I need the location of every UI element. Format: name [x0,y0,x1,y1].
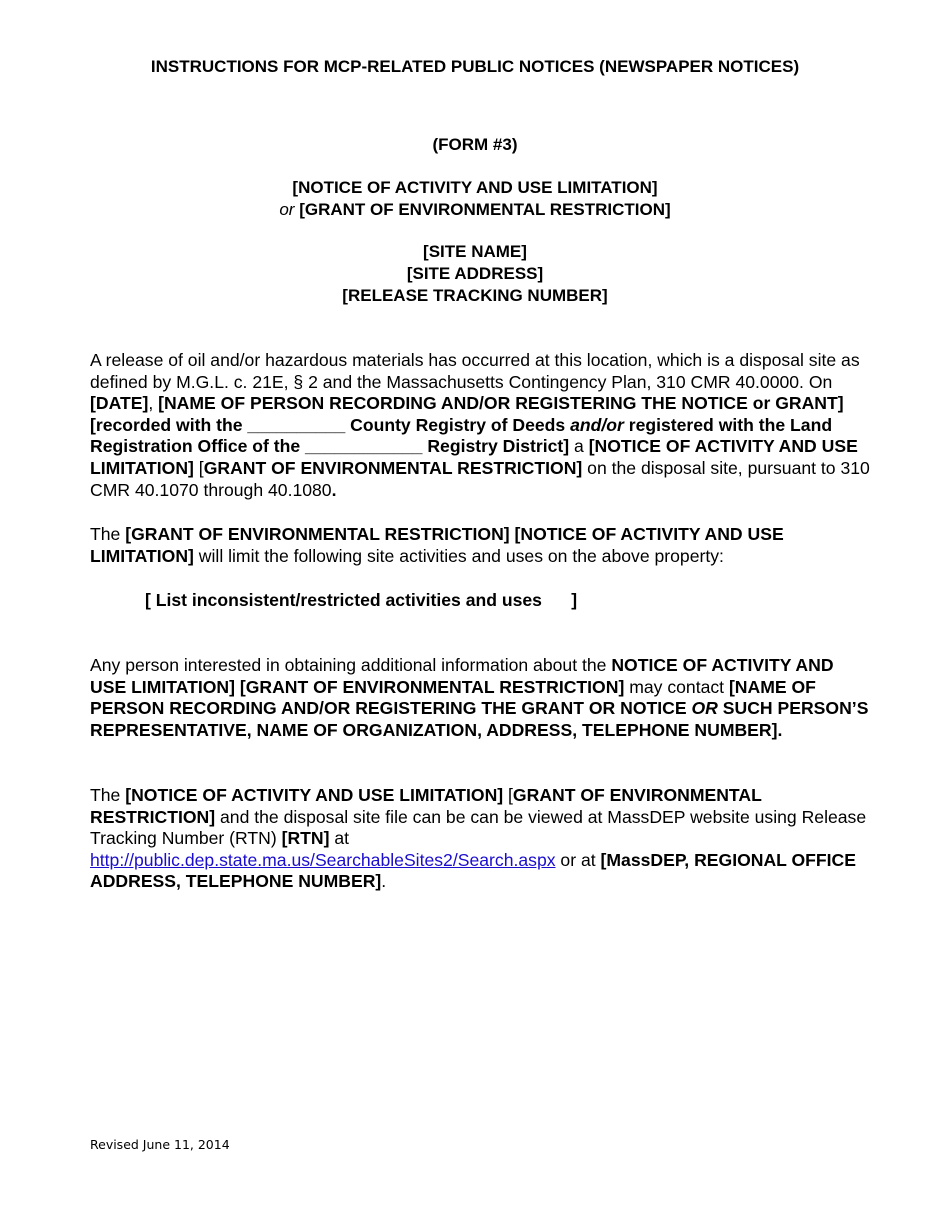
notice-type-or: or [279,200,295,219]
release-period: . [331,479,337,500]
contact-text-2: may contact [624,676,729,697]
limitation-text-1: The [90,524,126,544]
and-or-text: and/or [570,414,624,435]
massdep-search-link[interactable]: http://public.dep.state.ma.us/SearchableSites2/Search.aspx [90,849,556,870]
viewing-period: . [381,871,387,892]
viewing-paragraph [90,785,870,893]
contact-paragraph [90,655,870,741]
limitation-paragraph [90,524,870,567]
document-title: INSTRUCTIONS FOR MCP-RELATED PUBLIC NOTICES (NEWSPAPER NOTICES) [150,57,800,76]
viewing-grant-placeholder: GRANT OF ENVIRONMENTAL RESTRICTION] [90,785,762,827]
date-placeholder: [DATE] [90,393,149,414]
release-paragraph [90,350,870,501]
restricted-activities-placeholder: [ List inconsistent/restricted activities and uses ] [145,590,578,610]
notice-type-line2 [0,199,950,221]
site-info-heading [0,241,950,307]
contact-representative-placeholder: SUCH PERSON’S REPRESENTATIVE, NAME OF ORGANIZATION, ADDRESS, TELEPHONE NUMBER]. [90,698,869,740]
contact-or-text: OR [691,698,718,719]
site-name: [SITE NAME] [423,242,527,261]
viewing-aul-placeholder: [NOTICE OF ACTIVITY AND USE LIMITATION] [125,785,504,805]
aul-placeholder: [NOTICE OF ACTIVITY AND USE LIMITATION] [90,436,858,478]
registry-placeholder: registered with the Land Registration Office of the ____________ Registry District] [90,414,833,457]
limitation-text-2: will limit the following site activities and uses on the above property: [193,545,724,566]
release-text-1: A release of oil and/or hazardous materials has occurred at this location, which is a disposal site as defined by M.G.L. c. 21E, § 2 and the Massachusetts Contingency Plan, 310 CMR 40.0000. On [90,350,860,392]
release-text-2: , [148,393,159,414]
notice-type-line1: [NOTICE OF ACTIVITY AND USE LIMITATION] [292,178,658,197]
regional-office-placeholder: [MassDEP, REGIONAL OFFICE ADDRESS, TELEPHONE NUMBER] [90,849,857,892]
release-text-3: a [569,436,589,457]
contact-text-1: Any person interested in obtaining additional information about the [90,655,612,675]
release-tracking-number: [RELEASE TRACKING NUMBER] [342,286,608,305]
rtn-placeholder: [RTN] [281,828,330,849]
release-text-4: [ [193,457,204,478]
release-text-5: on the disposal site, pursuant to 310 CMR 40.1070 through 40.1080 [90,457,870,500]
contact-notice-placeholder: NOTICE OF ACTIVITY AND USE LIMITATION] [GRANT OF ENVIRONMENTAL RESTRICTION] [90,655,834,697]
viewing-text-4: at [329,828,350,849]
viewing-text-2: [ [503,785,513,805]
limitation-placeholder: [GRANT OF ENVIRONMENTAL RESTRICTION] [NOTICE OF ACTIVITY AND USE LIMITATION] [90,524,784,566]
notice-type-heading [0,177,950,221]
recorder-placeholder: [NAME OF PERSON RECORDING AND/OR REGISTERING THE NOTICE or GRANT] [recorded with the __________ County Registry of Deeds [90,393,844,435]
viewing-text-1: The [90,785,126,805]
viewing-text-5: or at [555,849,601,870]
site-address: [SITE ADDRESS] [406,264,544,283]
notice-type-grant: [GRANT OF ENVIRONMENTAL RESTRICTION] [299,200,671,219]
viewing-text-3: and the disposal site file can be can be viewed at MassDEP website using Release Tracking Number (RTN) [90,806,867,849]
revision-footer: Revised June 11, 2014 [90,1137,230,1152]
grant-placeholder: GRANT OF ENVIRONMENTAL RESTRICTION] [203,457,583,478]
form-number: (FORM #3) [432,135,518,154]
contact-name-placeholder: [NAME OF PERSON RECORDING AND/OR REGISTERING THE GRANT OR NOTICE [90,676,816,719]
